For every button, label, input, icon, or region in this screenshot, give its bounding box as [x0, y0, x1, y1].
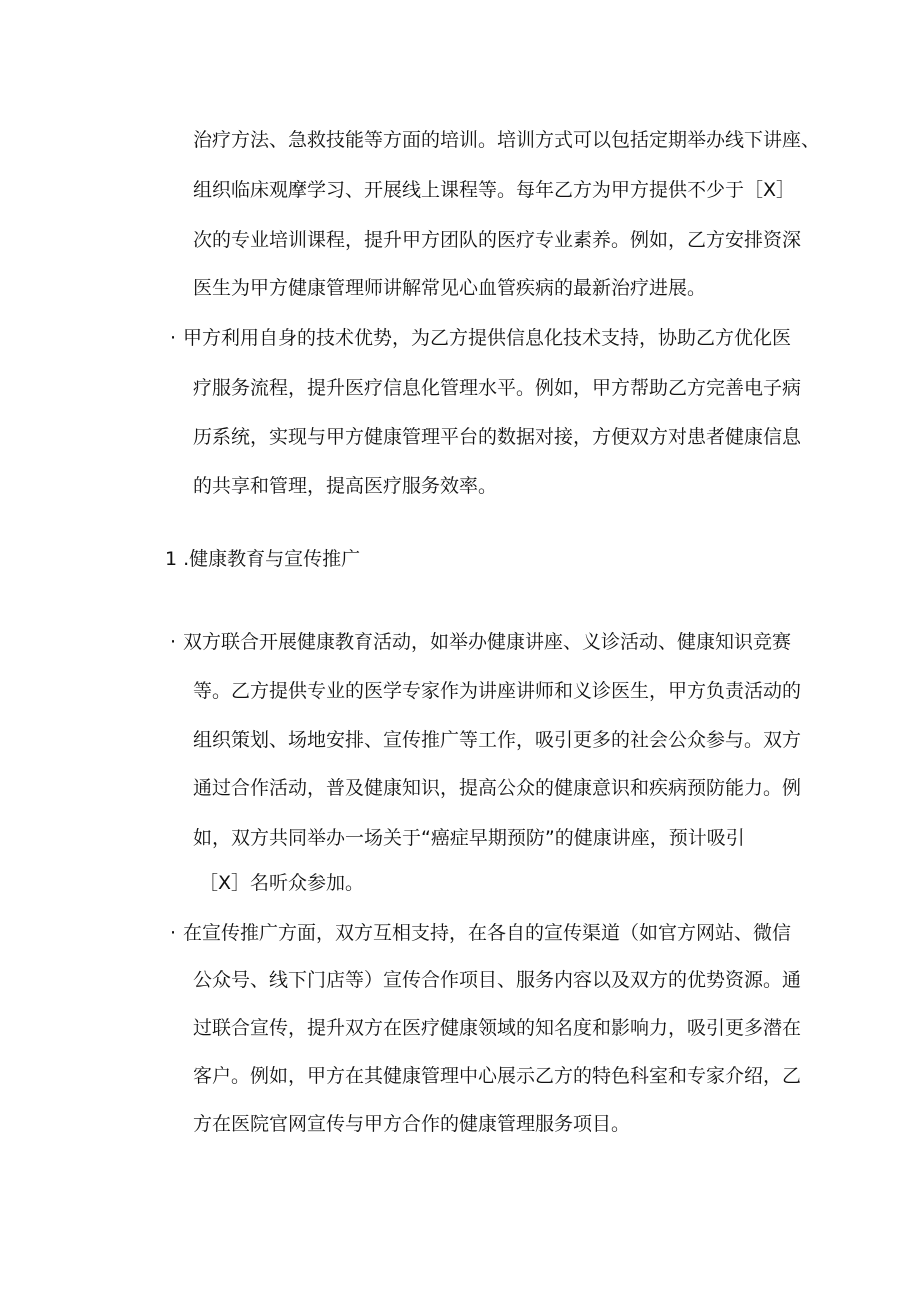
paragraph-line: 客户。例如，甲方在其健康管理中心展示乙方的特色科室和专家介绍，乙: [193, 1065, 802, 1087]
paragraph-line: 治疗方法、急救技能等方面的培训。培训方式可以包括定期举办线下讲座、: [193, 129, 821, 151]
paragraph-line: 的共享和管理，提高医疗服务效率。: [193, 475, 498, 497]
paragraph-line: 疗服务流程，提升医疗信息化管理水平。例如，甲方帮助乙方完善电子病: [193, 377, 802, 399]
section-heading: 1 .健康教育与宣传推广: [165, 548, 361, 570]
paragraph-line: 医生为甲方健康管理师讲解常见心血管疾病的最新治疗进展。: [193, 277, 707, 299]
paragraph-line: 甲方利用自身的技术优势，为乙方提供信息化技术支持，协助乙方优化医: [183, 327, 792, 349]
paragraph-line: 历系统，实现与甲方健康管理平台的数据对接，方便双方对患者健康信息: [193, 426, 802, 448]
paragraph-line: 方在医院官网宣传与甲方合作的健康管理服务项目。: [193, 1113, 631, 1135]
paragraph-line: 通过合作活动，普及健康知识，提高公众的健康意识和疾病预防能力。例: [193, 777, 802, 799]
bullet-marker: ·: [170, 327, 177, 349]
paragraph-line: 等。乙方提供专业的医学专家作为讲座讲师和义诊医生，甲方负责活动的: [193, 680, 802, 702]
paragraph-line: 如，双方共同举办一场关于“癌症早期预防”的健康讲座，预计吸引: [193, 827, 745, 849]
paragraph-line: 过联合宣传，提升双方在医疗健康领域的知名度和影响力，吸引更多潜在: [193, 1017, 802, 1039]
paragraph-line: 公众号、线下门店等）宣传合作项目、服务内容以及双方的优势资源。通: [193, 969, 802, 991]
paragraph-line: 组织策划、场地安排、宣传推广等工作，吸引更多的社会公众参与。双方: [193, 729, 802, 751]
paragraph-line: ［X］名听众参加。: [199, 872, 365, 894]
paragraph-line: 双方联合开展健康教育活动，如举办健康讲座、义诊活动、健康知识竞赛: [183, 631, 792, 653]
paragraph-line: 组织临床观摩学习、开展线上课程等。每年乙方为甲方提供不少于［X］: [193, 179, 796, 201]
bullet-marker: ·: [170, 631, 177, 653]
paragraph-line: 在宣传推广方面，双方互相支持，在各自的宣传渠道（如官方网站、微信: [183, 922, 792, 944]
paragraph-line: 次的专业培训课程，提升甲方团队的医疗专业素养。例如，乙方安排资深: [193, 229, 802, 251]
bullet-marker: ·: [170, 922, 177, 944]
